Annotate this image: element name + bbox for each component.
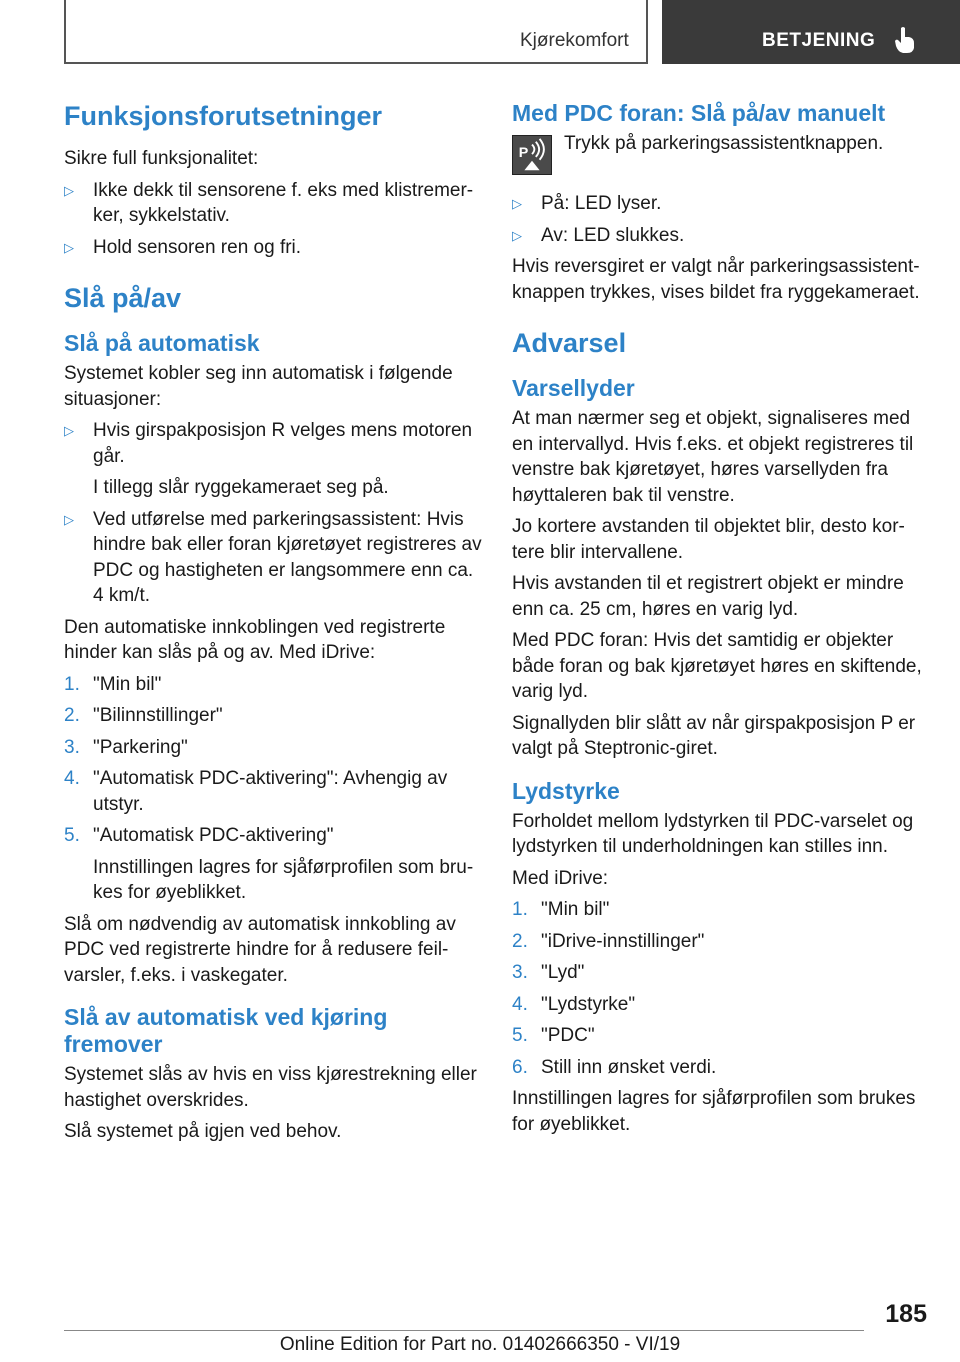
- list-item: ▷ Hvis girspakposisjon R velges mens motoren går. I tillegg slår ryggekameraet seg på.: [64, 418, 482, 501]
- paragraph-sla-om: Slå om nødvendig av automatisk innkobling av PDC ved registrerte hindre for å redusere feil-varsler, f.eks. i vaskegater.: [64, 913, 456, 986]
- page-number: 185: [885, 1300, 927, 1328]
- pdc-button-instruction: [512, 131, 930, 179]
- bullet-triangle-icon: ▷: [64, 423, 74, 438]
- list-item: 1. "Min bil": [64, 673, 162, 695]
- list-item-note: I tillegg slår ryggekameraet seg på.: [93, 477, 389, 498]
- list-item: 1. "Min bil": [512, 899, 610, 920]
- list-item: 5. "Automatisk PDC-aktivering" Innstillingen lagres for sjåførprofilen som bru-kes for øyeblikket.: [64, 823, 482, 906]
- header-section-title: Kjørekomfort: [520, 30, 629, 51]
- chapter-tab-label: BETJENING: [762, 30, 876, 51]
- bullet-triangle-icon: ▷: [64, 239, 74, 255]
- list-item: ▷ Ved utførelse med parkeringsassistent: Hvis hindre bak eller foran kjøretøyet registreres av PDC og hastigheten er langsommere enn ca. 4 km/t.: [64, 508, 482, 606]
- idrive-steps-list: [64, 672, 482, 906]
- paragraph-med-pdc: Med PDC foran: Hvis det samtidig er objekter både foran og bak kjøretøyet høres en skiftende, varig lyd.: [512, 630, 922, 702]
- paragraph-innstillingen: Innstillingen lagres for sjåførprofilen som brukes for øyeblikket.: [512, 1088, 916, 1135]
- paragraph-sla-igjen: Slå systemet på igjen ved behov.: [64, 1121, 342, 1142]
- heading-varsellyder: Varsellyder: [512, 375, 635, 401]
- list-item: 4. "Automatisk PDC-aktivering": Avhengig av utstyr.: [64, 768, 448, 815]
- list-item: 5. "PDC": [512, 1025, 595, 1046]
- list-item: ▷ På: LED lyser.: [512, 191, 930, 217]
- bullet-triangle-icon: ▷: [512, 196, 522, 211]
- heading-pdc-manuelt: Med PDC foran: Slå på/av manuelt: [512, 100, 886, 126]
- bullet-triangle-icon: ▷: [512, 227, 522, 243]
- paragraph-trykk: Trykk på parkeringsassistentknappen.: [564, 133, 884, 154]
- paragraph-at-man: At man nærmer seg et objekt, signaliseres med en intervallyd. Hvis f.eks. et objekt registreres til venstre bak kjøretøyet, høres varsellyden fra høyttaleren bak til venstre.: [512, 408, 914, 506]
- bullet-triangle-icon: ▷: [64, 511, 74, 527]
- parking-assistant-button-icon: [512, 135, 552, 175]
- paragraph-systemet: Systemet kobler seg inn automatisk i følgende situasjoner:: [64, 363, 453, 410]
- list-item-note: Innstillingen lagres for sjåførprofilen som bru-kes for øyeblikket.: [93, 856, 474, 903]
- list-item: 2. "Bilinnstillinger": [64, 705, 223, 726]
- paragraph-sikre: Sikre full funksjonalitet:: [64, 148, 259, 169]
- list-item: 4. "Lydstyrke": [512, 993, 636, 1015]
- footer-divider: [64, 1330, 864, 1331]
- heading-funksjonsforutsetninger: Funksjonsforutsetninger: [64, 101, 383, 131]
- pointing-hand-icon: [894, 26, 916, 54]
- right-column: [512, 100, 930, 1143]
- footer-edition: Online Edition for Part no. 01402666350 - VI/19: [279, 1334, 681, 1355]
- heading-sla-pa-automatisk: Slå på automatisk: [64, 330, 260, 356]
- heading-lydstyrke: Lydstyrke: [512, 777, 620, 804]
- paragraph-signallyden: Signallyden blir slått av når girspakposisjon P er valgt på Steptronic-giret.: [512, 712, 916, 759]
- heading-sla-pa-av: Slå på/av: [64, 283, 182, 313]
- bullet-triangle-icon: ▷: [64, 182, 74, 198]
- paragraph-med-idrive: Med iDrive:: [512, 867, 609, 889]
- list-item: ▷ Ikke dekk til sensorene f. eks med klistremer-ker, sykkelstativ.: [64, 179, 474, 226]
- requirements-list: [64, 178, 482, 261]
- heading-sla-av-fremover: Slå av automatisk ved kjøring fremover: [64, 1004, 388, 1057]
- paragraph-forholdet: Forholdet mellom lydstyrken til PDC-varselet og lydstyrken til underholdningen kan stilles inn.: [512, 810, 914, 857]
- list-item: 3. "Lyd": [512, 962, 585, 983]
- paragraph-hvis-avstanden: Hvis avstanden til et registrert objekt er mindre enn ca. 25 cm, høres en varig lyd.: [512, 573, 904, 620]
- left-column: [64, 100, 482, 1151]
- list-item: ▷ Av: LED slukkes.: [512, 223, 930, 249]
- paragraph-reversgiret: Hvis reversgiret er valgt når parkeringsassistent-knappen trykkes, vises bildet fra ryggekameraet.: [512, 256, 920, 303]
- list-item: 2. "iDrive-innstillinger": [512, 930, 705, 952]
- list-item: ▷ Hold sensoren ren og fri.: [64, 235, 482, 261]
- paragraph-den-automatiske: Den automatiske innkoblingen ved registrerte hinder kan slås på og av. Med iDrive:: [64, 616, 446, 663]
- list-item: 6. Still inn ønsket verdi.: [512, 1056, 717, 1078]
- paragraph-jo-kortere: Jo kortere avstanden til objektet blir, desto kor-tere blir intervallene.: [512, 516, 905, 563]
- list-item: 3. "Parkering": [64, 736, 188, 758]
- svg-text:P: P: [518, 144, 529, 161]
- volume-steps-list: [512, 897, 930, 1080]
- paragraph-systemet-slas: Systemet slås av hvis en viss kjørestrekning eller hastighet overskrides.: [64, 1064, 477, 1111]
- led-status-list: [512, 191, 930, 248]
- header-chapter-tab[interactable]: [662, 0, 960, 64]
- heading-advarsel: Advarsel: [512, 328, 627, 358]
- auto-conditions-list: [64, 418, 482, 609]
